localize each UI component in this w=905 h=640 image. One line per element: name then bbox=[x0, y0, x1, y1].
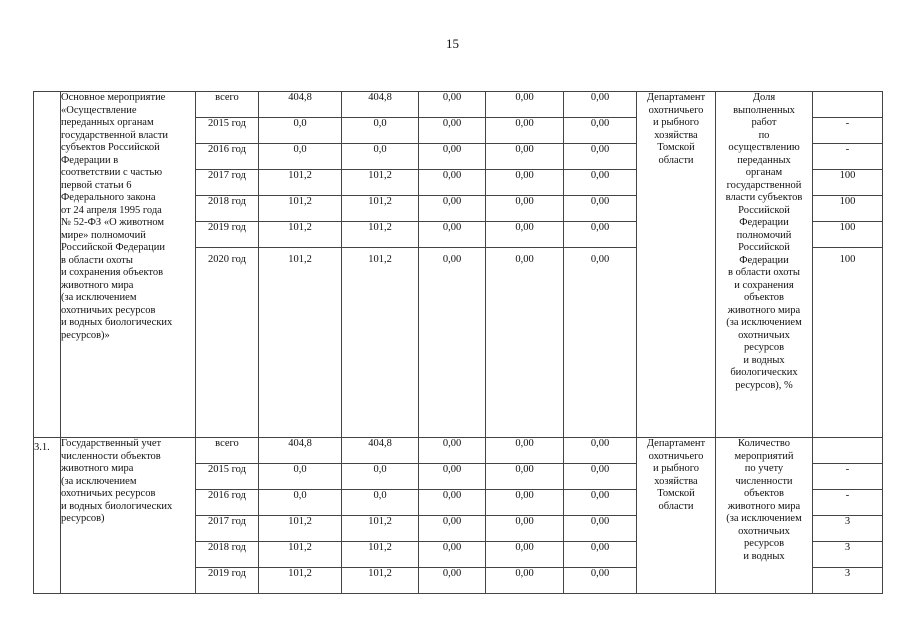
indicator-name: Количество мероприятий по учету численности объектов животного мира (за исключением охотничьих ресурсов и водных bbox=[716, 438, 813, 594]
total-funding-cell: 101,2 bbox=[259, 222, 342, 248]
activity-name: Основное мероприятие «Осуществление переданных органам государственной власти субъектов Российской Федерации в соответствии с частью первой статьи 6 Федерального закона от 24 апреля 1995 года № 52-ФЗ «О животном мире» полномочий Российской Федерации в области охоты и сохранения объектов животного мира (за исключением охотничьих ресурсов и водных биологических ресурсов)» bbox=[61, 92, 196, 438]
federal-budget-cell: 0,00 bbox=[419, 92, 486, 118]
indicator-name: Доля выполненных работ по осуществлению переданных органам государственной власти субъектов Российской Федерации полномочий Российской Федерации в области охоты и сохранения объектов животного мира (за исключением охотничьих ресурсов и водных биологических ресурсов), % bbox=[716, 92, 813, 438]
extrabudget-cell: 0,00 bbox=[564, 464, 637, 490]
regional-budget-cell: 0,0 bbox=[342, 118, 419, 144]
period-cell: 2018 год bbox=[196, 542, 259, 568]
total-funding-cell: 0,0 bbox=[259, 118, 342, 144]
indicator-value: - bbox=[813, 464, 883, 490]
local-budget-cell: 0,00 bbox=[486, 144, 564, 170]
period-cell: 2015 год bbox=[196, 118, 259, 144]
extrabudget-cell: 0,00 bbox=[564, 170, 637, 196]
extrabudget-cell: 0,00 bbox=[564, 196, 637, 222]
local-budget-cell: 0,00 bbox=[486, 92, 564, 118]
total-funding-cell: 0,0 bbox=[259, 144, 342, 170]
regional-budget-cell: 101,2 bbox=[342, 516, 419, 542]
program-table bbox=[33, 91, 883, 594]
federal-budget-cell: 0,00 bbox=[419, 144, 486, 170]
local-budget-cell: 0,00 bbox=[486, 196, 564, 222]
extrabudget-cell: 0,00 bbox=[564, 222, 637, 248]
activity-name: Государственный учет численности объектов животного мира (за исключением охотничьих ресурсов и водных биологических ресурсов) bbox=[61, 438, 196, 594]
federal-budget-cell: 0,00 bbox=[419, 568, 486, 594]
page-number: 15 bbox=[446, 36, 459, 51]
responsible-department: Департамент охотничьего и рыбного хозяйства Томской области bbox=[637, 92, 716, 438]
federal-budget-cell: 0,00 bbox=[419, 438, 486, 464]
extrabudget-cell: 0,00 bbox=[564, 248, 637, 438]
local-budget-cell: 0,00 bbox=[486, 118, 564, 144]
regional-budget-cell: 101,2 bbox=[342, 196, 419, 222]
period-cell: 2016 год bbox=[196, 144, 259, 170]
total-funding-cell: 101,2 bbox=[259, 248, 342, 438]
indicator-value: - bbox=[813, 144, 883, 170]
regional-budget-cell: 101,2 bbox=[342, 568, 419, 594]
indicator-value: 100 bbox=[813, 248, 883, 438]
period-cell: 2016 год bbox=[196, 490, 259, 516]
period-cell: 2015 год bbox=[196, 464, 259, 490]
local-budget-cell: 0,00 bbox=[486, 222, 564, 248]
local-budget-cell: 0,00 bbox=[486, 464, 564, 490]
total-funding-cell: 404,8 bbox=[259, 92, 342, 118]
federal-budget-cell: 0,00 bbox=[419, 464, 486, 490]
indicator-value: 100 bbox=[813, 196, 883, 222]
total-funding-cell: 101,2 bbox=[259, 170, 342, 196]
local-budget-cell: 0,00 bbox=[486, 568, 564, 594]
indicator-value: 100 bbox=[813, 222, 883, 248]
total-funding-cell: 101,2 bbox=[259, 196, 342, 222]
local-budget-cell: 0,00 bbox=[486, 542, 564, 568]
period-cell: 2017 год bbox=[196, 170, 259, 196]
indicator-value: 3 bbox=[813, 542, 883, 568]
regional-budget-cell: 404,8 bbox=[342, 92, 419, 118]
regional-budget-cell: 101,2 bbox=[342, 542, 419, 568]
indicator-value: - bbox=[813, 118, 883, 144]
regional-budget-cell: 0,0 bbox=[342, 490, 419, 516]
total-funding-cell: 0,0 bbox=[259, 464, 342, 490]
period-cell: всего bbox=[196, 92, 259, 118]
table-row bbox=[34, 92, 883, 118]
period-cell: 2018 год bbox=[196, 196, 259, 222]
local-budget-cell: 0,00 bbox=[486, 490, 564, 516]
local-budget-cell: 0,00 bbox=[486, 516, 564, 542]
period-cell: всего bbox=[196, 438, 259, 464]
indicator-value bbox=[813, 92, 883, 118]
item-number bbox=[34, 92, 61, 438]
table-row bbox=[34, 438, 883, 464]
extrabudget-cell: 0,00 bbox=[564, 438, 637, 464]
period-cell: 2019 год bbox=[196, 568, 259, 594]
regional-budget-cell: 101,2 bbox=[342, 248, 419, 438]
regional-budget-cell: 0,0 bbox=[342, 464, 419, 490]
extrabudget-cell: 0,00 bbox=[564, 542, 637, 568]
indicator-value: - bbox=[813, 490, 883, 516]
period-cell: 2020 год bbox=[196, 248, 259, 438]
regional-budget-cell: 0,0 bbox=[342, 144, 419, 170]
federal-budget-cell: 0,00 bbox=[419, 170, 486, 196]
federal-budget-cell: 0,00 bbox=[419, 196, 486, 222]
indicator-value: 3 bbox=[813, 568, 883, 594]
federal-budget-cell: 0,00 bbox=[419, 248, 486, 438]
local-budget-cell: 0,00 bbox=[486, 170, 564, 196]
indicator-value: 3 bbox=[813, 516, 883, 542]
regional-budget-cell: 101,2 bbox=[342, 170, 419, 196]
item-number: 3.1. bbox=[34, 438, 61, 594]
federal-budget-cell: 0,00 bbox=[419, 118, 486, 144]
total-funding-cell: 101,2 bbox=[259, 568, 342, 594]
local-budget-cell: 0,00 bbox=[486, 248, 564, 438]
federal-budget-cell: 0,00 bbox=[419, 542, 486, 568]
extrabudget-cell: 0,00 bbox=[564, 118, 637, 144]
federal-budget-cell: 0,00 bbox=[419, 490, 486, 516]
extrabudget-cell: 0,00 bbox=[564, 144, 637, 170]
extrabudget-cell: 0,00 bbox=[564, 516, 637, 542]
total-funding-cell: 0,0 bbox=[259, 490, 342, 516]
total-funding-cell: 404,8 bbox=[259, 438, 342, 464]
extrabudget-cell: 0,00 bbox=[564, 568, 637, 594]
local-budget-cell: 0,00 bbox=[486, 438, 564, 464]
period-cell: 2019 год bbox=[196, 222, 259, 248]
extrabudget-cell: 0,00 bbox=[564, 490, 637, 516]
indicator-value: 100 bbox=[813, 170, 883, 196]
regional-budget-cell: 101,2 bbox=[342, 222, 419, 248]
total-funding-cell: 101,2 bbox=[259, 516, 342, 542]
indicator-value bbox=[813, 438, 883, 464]
regional-budget-cell: 404,8 bbox=[342, 438, 419, 464]
extrabudget-cell: 0,00 bbox=[564, 92, 637, 118]
period-cell: 2017 год bbox=[196, 516, 259, 542]
federal-budget-cell: 0,00 bbox=[419, 222, 486, 248]
responsible-department: Департамент охотничьего и рыбного хозяйства Томской области bbox=[637, 438, 716, 594]
federal-budget-cell: 0,00 bbox=[419, 516, 486, 542]
total-funding-cell: 101,2 bbox=[259, 542, 342, 568]
